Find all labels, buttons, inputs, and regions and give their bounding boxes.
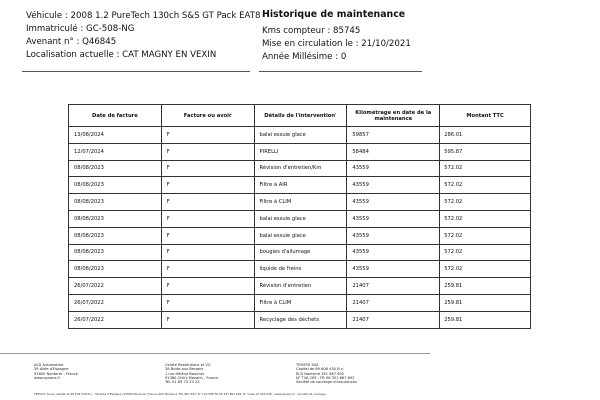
cell-intervention-details: Révision d'entretien/Km: [254, 160, 347, 177]
cell-mileage: 43559: [347, 261, 440, 278]
cell-amount: 259.81: [440, 278, 531, 295]
cell-mileage: 59857: [347, 127, 440, 144]
footer-line: Société de courtage d'assurances: [296, 380, 357, 385]
cell-invoice-type: F: [161, 177, 254, 194]
footer-line: N° TVA CEE : FR 06 351 867 692: [296, 375, 355, 380]
cell-mileage: 58484: [347, 143, 440, 160]
cell-invoice-type: F: [161, 210, 254, 227]
cell-invoice-date: 26/07/2022: [69, 294, 162, 311]
maintenance-info: [262, 8, 422, 64]
header-amount: Montant TTC: [440, 105, 531, 127]
footer-line: 91380 Chilly Mazarin - France: [165, 375, 219, 380]
table-row: [69, 261, 531, 278]
divider-right: [259, 71, 422, 72]
cell-amount: 259.81: [440, 311, 531, 328]
cell-amount: 572.02: [440, 194, 531, 211]
cell-intervention-details: Recyclage des déchets: [254, 311, 347, 328]
footer-legal-line: TEMSYS, SA au capital de 89 606 430 Eur - 39 Allée d'Espagne, 91800 Nanterre, France. RCS Nanterre 351 867 692, N° TVA CEE FR 06 351 867 692, N° Orias 07 004 038 - www.aysens.fr - Société de courtage: [34, 393, 326, 396]
vehicle-info: [26, 10, 260, 62]
table-row: [69, 177, 531, 194]
table-row: [69, 227, 531, 244]
footer-address-col: [34, 363, 78, 380]
footer-line: Centre Restitutions et VO: [165, 363, 211, 367]
cell-invoice-type: F: [161, 143, 254, 160]
cell-invoice-date: 08/08/2023: [69, 194, 162, 211]
cell-invoice-date: 08/08/2023: [69, 160, 162, 177]
cell-intervention-details: bougies d'allumage: [254, 244, 347, 261]
footer-line: 39 Allée d'Espagne: [34, 367, 69, 372]
cell-invoice-type: F: [161, 278, 254, 295]
vehicle-model: Véhicule : 2008 1.2 PureTech 130ch S&S GT Pack EAT8: [26, 11, 261, 21]
cell-invoice-type: F: [161, 227, 254, 244]
cell-invoice-date: 26/07/2022: [69, 311, 162, 328]
cell-mileage: 43559: [347, 227, 440, 244]
cell-amount: 572.02: [440, 210, 531, 227]
cell-mileage: 43559: [347, 194, 440, 211]
registration-date: Mise en circulation le : 21/10/2021: [262, 39, 411, 49]
cell-mileage: 43559: [347, 210, 440, 227]
cell-invoice-date: 08/08/2023: [69, 261, 162, 278]
cell-amount: 286.01: [440, 127, 531, 144]
table-row: [69, 244, 531, 261]
table-row: [69, 294, 531, 311]
cell-mileage: 43559: [347, 244, 440, 261]
mileage: Kms compteur : 85745: [262, 26, 361, 36]
footer-line: RCS Nanterre 351 867 692: [296, 371, 345, 376]
cell-intervention-details: Filtre à CLIM: [254, 194, 347, 211]
cell-amount: 572.02: [440, 177, 531, 194]
table-row: [69, 127, 531, 144]
header-invoice-type: Facture ou avoir: [161, 105, 254, 127]
cell-intervention-details: Filtre à AIR: [254, 177, 347, 194]
cell-invoice-date: 08/08/2023: [69, 177, 162, 194]
cell-mileage: 43559: [347, 177, 440, 194]
cell-intervention-details: PIRELLI: [254, 143, 347, 160]
footer-line: ALD Automotive: [34, 363, 64, 367]
footer-company-col: [296, 363, 357, 384]
table-row: [69, 210, 531, 227]
cell-amount: 572.02: [440, 227, 531, 244]
cell-mileage: 21407: [347, 311, 440, 328]
cell-invoice-type: F: [161, 127, 254, 144]
footer-line: www.aysens.fr: [34, 375, 61, 380]
footer-line: 28 Butte aux Bergers: [165, 367, 204, 372]
cell-invoice-date: 08/08/2023: [69, 210, 162, 227]
cell-intervention-details: balai essuie glace: [254, 210, 347, 227]
cell-mileage: 43559: [347, 160, 440, 177]
cell-mileage: 21407: [347, 294, 440, 311]
footer-divider: [0, 353, 430, 354]
footer-line: TEMSYS SAS: [296, 363, 319, 367]
cell-intervention-details: liquide de freins: [254, 261, 347, 278]
table-row: [69, 194, 531, 211]
footer-center-col: [165, 363, 218, 384]
vehicle-amendment: Avenant n° : Q46845: [26, 37, 117, 47]
maintenance-table: [68, 104, 531, 329]
cell-amount: 572.02: [440, 160, 531, 177]
divider-left: [22, 71, 250, 72]
cell-invoice-date: 08/08/2023: [69, 227, 162, 244]
table-body: [69, 127, 531, 329]
cell-invoice-date: 13/08/2024: [69, 127, 162, 144]
footer-line: 1 rue Hélène Boucher: [165, 371, 205, 376]
cell-invoice-date: 08/08/2023: [69, 244, 162, 261]
footer-line: Tél. 01 69 74 23 23: [165, 380, 200, 385]
cell-invoice-type: F: [161, 160, 254, 177]
cell-intervention-details: Révision d'entretien: [254, 278, 347, 295]
header-invoice-date: Date de facture: [69, 105, 162, 127]
vehicle-registration: Immatriculé : GC-508-NG: [26, 24, 135, 34]
cell-amount: 595.87: [440, 143, 531, 160]
cell-amount: 259.81: [440, 294, 531, 311]
cell-intervention-details: balai essuie glace: [254, 227, 347, 244]
table-row: [69, 160, 531, 177]
cell-amount: 572.02: [440, 261, 531, 278]
footer-line: Capital de 89 606 430 Eur: [296, 367, 344, 372]
table-row: [69, 278, 531, 295]
vehicle-location: Localisation actuelle : CAT MAGNY EN VEXIN: [26, 50, 217, 60]
cell-invoice-type: F: [161, 194, 254, 211]
cell-intervention-details: Filtre à CLIM: [254, 294, 347, 311]
cell-amount: 572.02: [440, 244, 531, 261]
cell-invoice-type: F: [161, 294, 254, 311]
footer-line: 91800 Nanterre - France: [34, 371, 78, 376]
cell-invoice-date: 26/07/2022: [69, 278, 162, 295]
cell-invoice-type: F: [161, 311, 254, 328]
cell-mileage: 21407: [347, 278, 440, 295]
table-header-row: [69, 105, 531, 127]
table-row: [69, 311, 531, 328]
header-intervention-details: Détails de l'intervention': [254, 105, 347, 127]
cell-invoice-type: F: [161, 244, 254, 261]
header-mileage: Kilométrage en date de la maintenance: [347, 105, 440, 127]
table-row: [69, 143, 531, 160]
cell-invoice-type: F: [161, 261, 254, 278]
page-title: Historique de maintenance: [262, 9, 406, 20]
cell-invoice-date: 12/07/2024: [69, 143, 162, 160]
model-year: Année Millésime : 0: [262, 52, 347, 62]
cell-intervention-details: balai essuie glace: [254, 127, 347, 144]
